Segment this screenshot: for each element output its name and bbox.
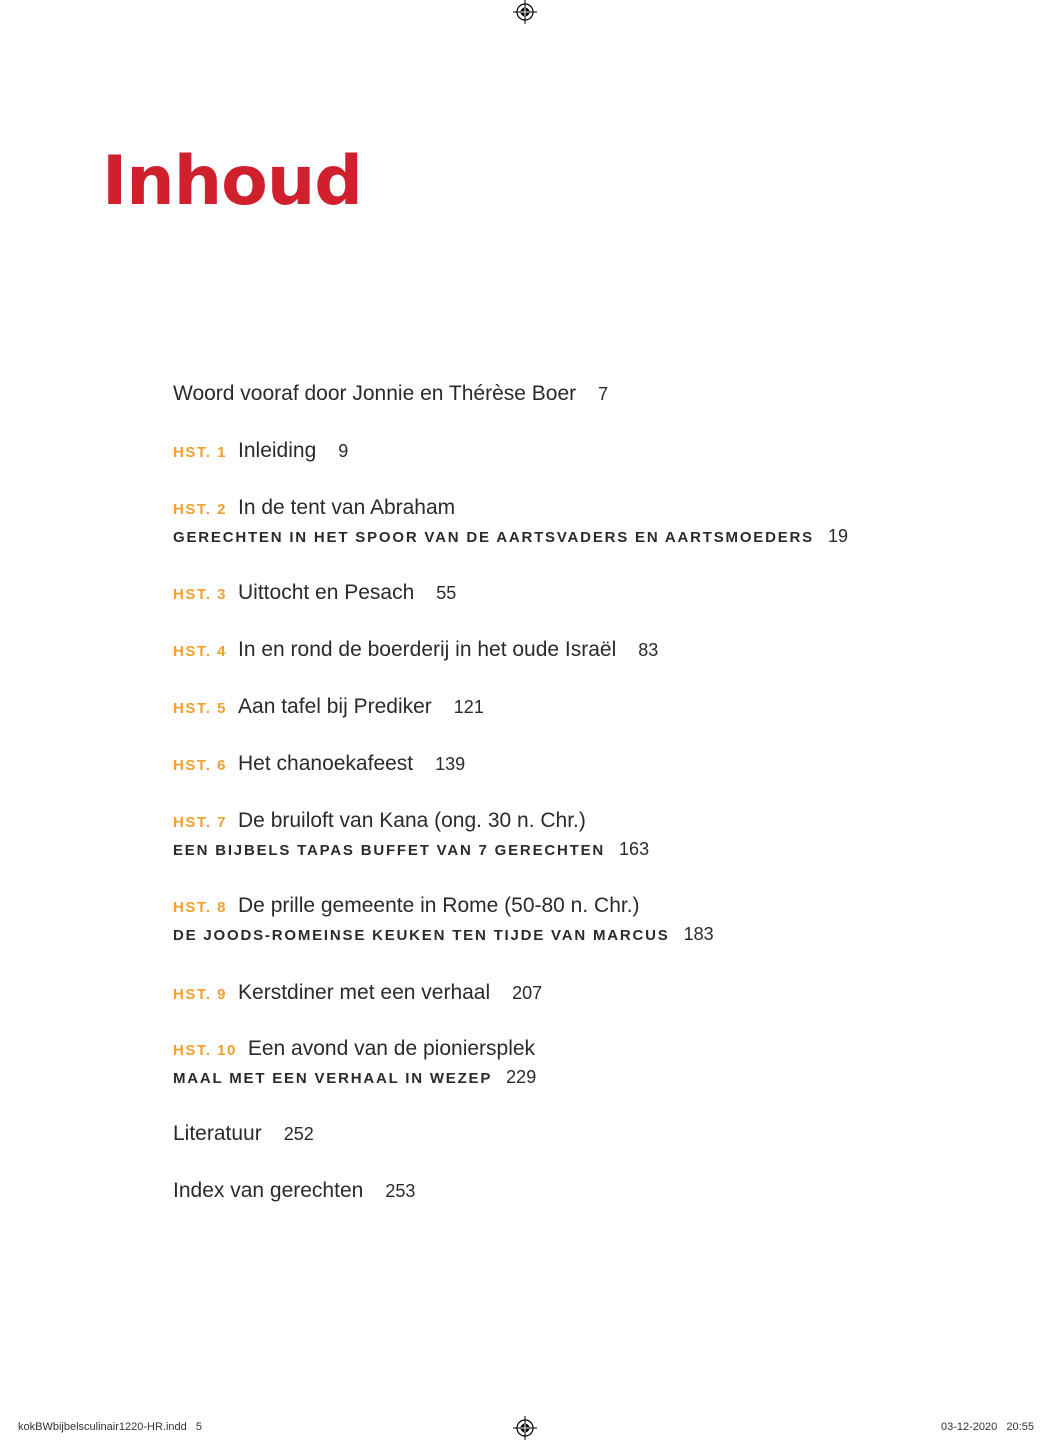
toc-entry-title: Aan tafel bij Prediker xyxy=(238,695,432,718)
chapter-label: HST. 6 xyxy=(173,757,228,774)
toc-entry xyxy=(173,495,848,548)
toc-entry xyxy=(173,381,608,407)
page-number: 183 xyxy=(683,924,714,944)
registration-mark-bottom-icon xyxy=(513,1416,537,1440)
toc-entry-subtitle xyxy=(173,1067,536,1089)
chapter-label: HST. 1 xyxy=(173,444,228,461)
chapter-label: HST. 3 xyxy=(173,586,228,603)
toc-entry-title: In de tent van Abraham xyxy=(238,496,456,519)
page-number: 163 xyxy=(619,839,650,859)
toc-entry-line xyxy=(173,694,484,722)
page-number: 253 xyxy=(385,1181,416,1201)
chapter-label: HST. 2 xyxy=(173,501,228,518)
toc-entry-title: Kerstdiner met een verhaal xyxy=(238,981,491,1004)
toc-entry xyxy=(173,1036,536,1089)
chapter-label: HST. 5 xyxy=(173,700,228,717)
slug-timestamp: 03-12-2020 20:55 xyxy=(941,1421,1034,1433)
toc-entry-line xyxy=(173,1036,536,1064)
toc-entry xyxy=(173,980,542,1008)
toc-entry-title: In en rond de boerderij in het oude Israël xyxy=(238,638,617,661)
toc-entry-title: Woord vooraf door Jonnie en Thérèse Boer xyxy=(173,382,577,405)
chapter-label: HST. 4 xyxy=(173,643,228,660)
page-number: 207 xyxy=(512,983,543,1003)
subtitle-text: EEN BIJBELS TAPAS BUFFET VAN 7 GERECHTEN xyxy=(173,842,606,859)
subtitle-text: DE JOODS-ROMEINSE KEUKEN TEN TIJDE VAN MARCUS xyxy=(173,927,670,944)
page-number: 252 xyxy=(283,1124,314,1144)
toc-entry-subtitle xyxy=(173,924,714,946)
toc-entry-line xyxy=(173,495,848,523)
page-number: 7 xyxy=(598,384,609,404)
toc-entry-subtitle xyxy=(173,839,649,861)
page-number: 19 xyxy=(827,526,849,546)
toc-entry xyxy=(173,751,465,779)
chapter-label: HST. 10 xyxy=(173,1042,237,1059)
toc-entry xyxy=(173,637,658,665)
page-number: 9 xyxy=(338,441,349,461)
toc-entry-line xyxy=(173,1178,415,1204)
toc-entry xyxy=(173,438,348,466)
chapter-label: HST. 7 xyxy=(173,814,228,831)
toc-entry-line xyxy=(173,808,649,836)
toc-entry-line xyxy=(173,980,542,1008)
toc-entry xyxy=(173,1121,314,1147)
page-number: 121 xyxy=(453,697,484,717)
toc-entry-title: Index van gerechten xyxy=(173,1179,364,1202)
page-number: 83 xyxy=(638,640,659,660)
toc-entry-title: Een avond van de pioniersplek xyxy=(247,1037,536,1060)
slug-file-name: kokBWbijbelsculinair1220-HR.indd 5 xyxy=(18,1421,203,1433)
chapter-label: HST. 9 xyxy=(173,986,228,1003)
toc-entry-title: De bruiloft van Kana (ong. 30 n. Chr.) xyxy=(238,809,586,832)
toc-entry xyxy=(173,580,456,608)
toc-entry xyxy=(173,694,484,722)
toc-entry-line xyxy=(173,751,465,779)
toc-entry xyxy=(173,893,714,946)
chapter-label: HST. 8 xyxy=(173,899,228,916)
page-number: 139 xyxy=(435,754,466,774)
page-title: Inhoud xyxy=(102,142,362,221)
toc-entry-title: De prille gemeente in Rome (50-80 n. Chr.) xyxy=(238,894,640,917)
toc-entry-subtitle xyxy=(173,526,848,548)
subtitle-text: MAAL MET EEN VERHAAL IN WEZEP xyxy=(173,1070,493,1087)
toc-entry-line xyxy=(173,1121,314,1147)
registration-mark-top-icon xyxy=(513,0,537,24)
toc-entry xyxy=(173,808,649,861)
page-number: 229 xyxy=(506,1067,537,1087)
toc-entry-title: Het chanoekafeest xyxy=(238,752,414,775)
toc-entry-line xyxy=(173,381,608,407)
toc-entry-line xyxy=(173,580,456,608)
toc-entry xyxy=(173,1178,415,1204)
page-number: 55 xyxy=(436,583,457,603)
toc-entry-line xyxy=(173,438,348,466)
toc-entry-line xyxy=(173,637,658,665)
subtitle-text: GERECHTEN IN HET SPOOR VAN DE AARTSVADERS EN AARTSMOEDERS xyxy=(173,529,814,546)
toc-entry-line xyxy=(173,893,714,921)
toc-entry-title: Uittocht en Pesach xyxy=(238,581,415,604)
toc-entry-title: Literatuur xyxy=(173,1122,262,1145)
toc-entry-title: Inleiding xyxy=(238,439,317,462)
